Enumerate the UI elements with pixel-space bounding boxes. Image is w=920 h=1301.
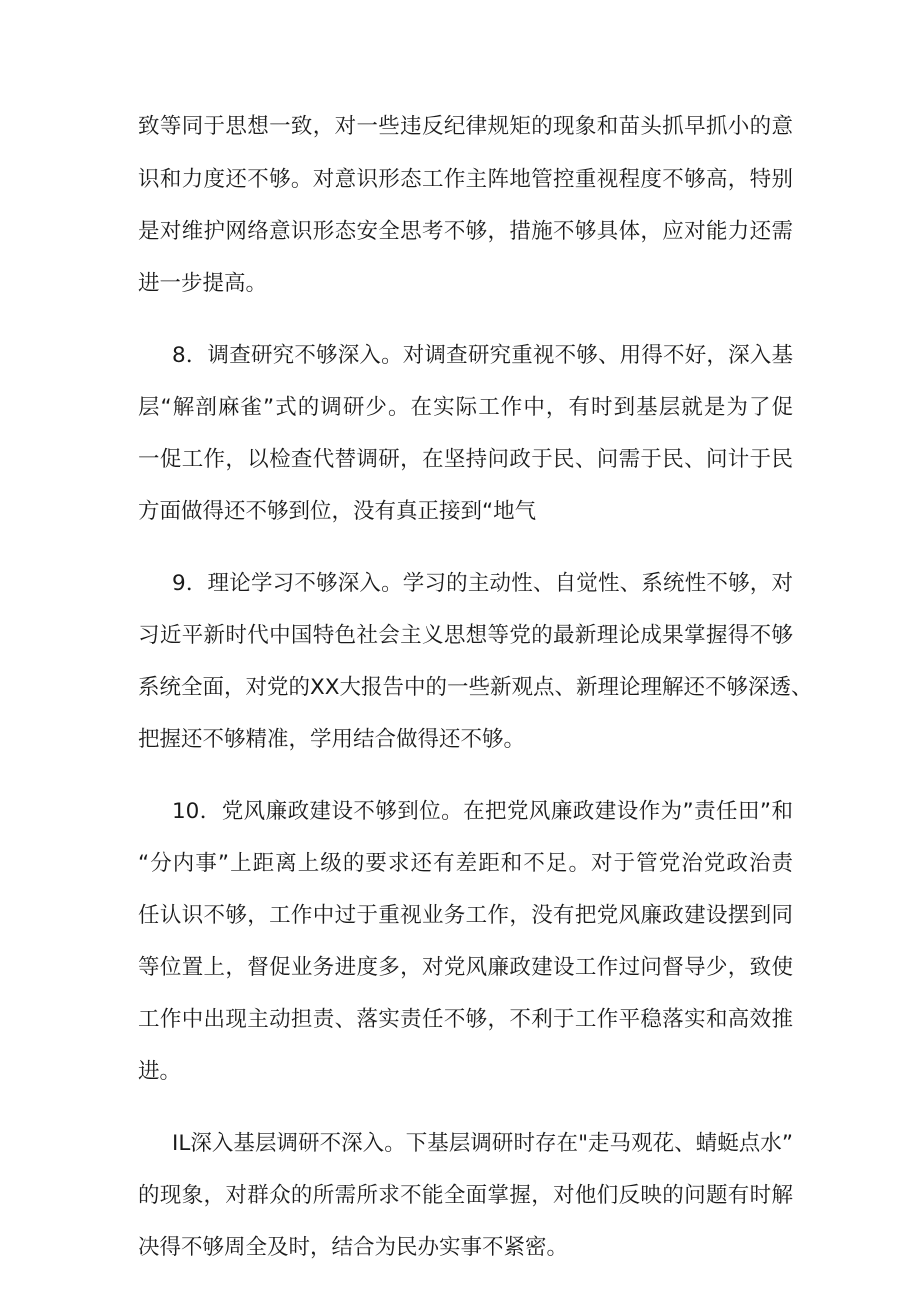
item-11-line: 决得不够周全及时，结合为民办实事不紧密。 bbox=[138, 1235, 569, 1260]
item-10-line: 等位置上，督促业务进度多，对党风廉政建设工作过问督导少，致使 bbox=[138, 955, 793, 980]
item-11-line: 的现象，对群众的所需所求不能全面掌握，对他们反映的问题有时解 bbox=[138, 1183, 793, 1208]
item-9-line: 习近平新时代中国特色社会主义思想等党的最新理论成果掌握得不够 bbox=[138, 623, 793, 648]
paragraph-line: 是对维护网络意识形态安全思考不够，措施不够具体，应对能力还需 bbox=[138, 219, 793, 244]
item-8-line: 8．调查研究不够深入。对调查研究重视不够、用得不好，深入基 bbox=[172, 343, 793, 368]
item-10-line: 进。 bbox=[138, 1059, 182, 1084]
paragraph-line: 致等同于思想一致，对一些违反纪律规矩的现象和苗头抓早抓小的意 bbox=[138, 114, 793, 139]
item-8-line: 层“解剖麻雀”式的调研少。在实际工作中，有时到基层就是为了促 bbox=[138, 395, 793, 420]
item-10-line: “分内事”上距离上级的要求还有差距和不足。对于管党治党政治责 bbox=[138, 851, 793, 876]
item-9-line: 系统全面，对党的XX大报告中的一些新观点、新理论理解还不够深透、 bbox=[138, 675, 813, 700]
item-8-line: 一促工作，以检查代替调研，在坚持问政于民、问需于民、问计于民 bbox=[138, 447, 793, 472]
item-10-line: 任认识不够，工作中过于重视业务工作，没有把党风廉政建设摆到同 bbox=[138, 903, 793, 928]
item-8-line: 方面做得还不够到位，没有真正接到“地气 bbox=[138, 499, 537, 524]
item-9-line: 把握还不够精准，学用结合做得还不够。 bbox=[138, 727, 526, 752]
item-10-line: 工作中出现主动担责、落实责任不够，不利于工作平稳落实和高效推 bbox=[138, 1007, 793, 1032]
paragraph-line: 进一步提高。 bbox=[138, 271, 268, 296]
item-9-line: 9．理论学习不够深入。学习的主动性、自觉性、系统性不够，对 bbox=[172, 571, 793, 596]
item-10-line: 10．党风廉政建设不够到位。在把党风廉政建设作为”责任田”和 bbox=[172, 799, 793, 824]
paragraph-line: 识和力度还不够。对意识形态工作主阵地管控重视程度不够高，特别 bbox=[138, 167, 793, 192]
item-11-line: IL深入基层调研不深入。下基层调研时存在"走马观花、蜻蜓点水” bbox=[172, 1131, 793, 1156]
